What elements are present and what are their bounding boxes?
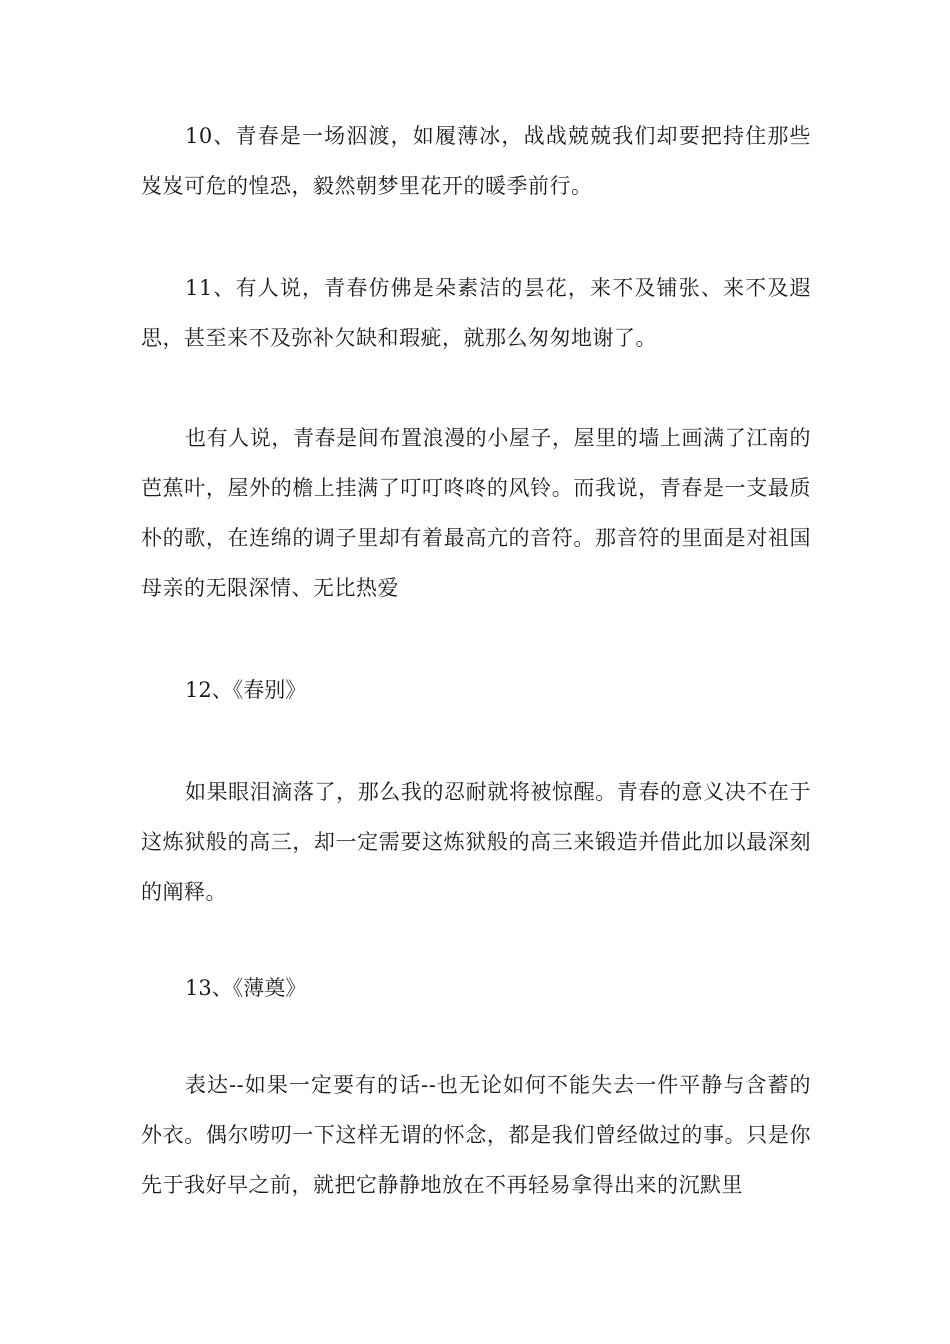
- paragraph-11-continued: 也有人说，青春是间布置浪漫的小屋子，屋里的墙上画满了江南的芭蕉叶，屋外的檐上挂满了叮叮咚咚的风铃。而我说，青春是一支最质朴的歌，在连绵的调子里却有着最高亢的音符。那音符的里面是对祖国母亲的无限深情、无比热爱: [141, 426, 811, 600]
- section-heading-13: 13、《薄奠》: [185, 976, 307, 1000]
- paragraph-11: 11、有人说，青春仿佛是朵素洁的昙花，来不及铺张、来不及遐思，甚至来不及弥补欠缺和瑕疵，就那么匆匆地谢了。: [141, 276, 811, 350]
- paragraph-10: 10、青春是一场泅渡，如履薄冰，战战兢兢我们却要把持住那些岌岌可危的惶恐，毅然朝梦里花开的暖季前行。: [141, 124, 811, 198]
- section-heading-12: 12、《春别》: [185, 678, 307, 702]
- paragraph-13: 表达--如果一定要有的话--也无论如何不能失去一件平静与含蓄的外衣。偶尔唠叨一下这样无谓的怀念，都是我们曾经做过的事。只是你先于我好早之前，就把它静静地放在不再轻易拿得出来的沉默里: [141, 1073, 811, 1197]
- paragraph-12: 如果眼泪滴落了，那么我的忍耐就将被惊醒。青春的意义决不在于这炼狱般的高三，却一定需要这炼狱般的高三来锻造并借此加以最深刻的阐释。: [141, 780, 811, 904]
